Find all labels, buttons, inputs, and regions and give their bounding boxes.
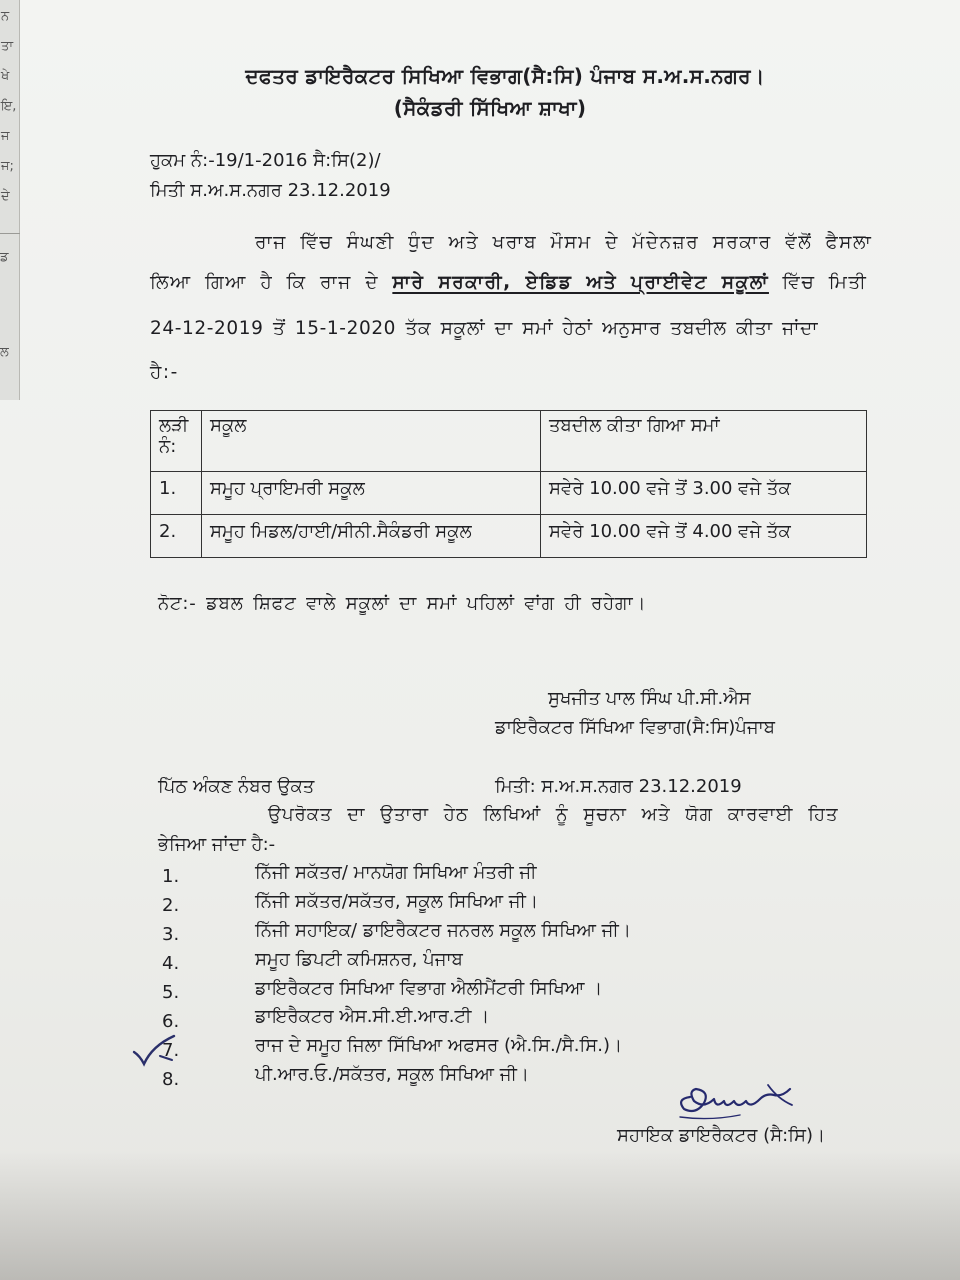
row-school: ਸਮੂਹ ਪ੍ਰਾਇਮਰੀ ਸਕੂਲ xyxy=(202,472,541,515)
header-time: ਤਬਦੀਲ ਕੀਤਾ ਗਿਆ ਸਮਾਂ xyxy=(541,411,867,472)
endorsement-intro: ਉਪਰੋਕਤ ਦਾ ਉਤਾਰਾ ਹੇਠ ਲਿਖਿਆਂ ਨੂੰ ਸੂਚਨਾ ਅਤੇ ਯੋਗ ਕਾਰਵਾਈ ਹਿਤ xyxy=(268,804,839,825)
row-time: ਸਵੇਰੇ 10.00 ਵਜੇ ਤੋਂ 4.00 ਵਜੇ ਤੱਕ xyxy=(541,515,867,558)
body-line-2-end: ਵਿੱਚ ਮਿਤੀ xyxy=(768,272,868,293)
margin-char: ਤਾ xyxy=(1,39,14,54)
margin-char: ਜ xyxy=(1,129,10,144)
endorsement-date: ਮਿਤੀ: ਸ.ਅ.ਸ.ਨਗਰ 23.12.2019 xyxy=(495,776,742,797)
recipient-text: ਰਾਜ ਦੇ ਸਮੂਹ ਜਿਲਾ ਸਿੱਖਿਆ ਅਫਸਰ (ਐ.ਸਿ./ਸੈ.ਸਿ.)। xyxy=(255,1035,623,1056)
recipient-number: 3. xyxy=(162,924,180,945)
header-school: ਸਕੂਲ xyxy=(202,411,541,472)
recipient-number: 7. xyxy=(162,1040,180,1061)
margin-char: ਡ xyxy=(0,250,9,265)
recipient-text: ਸਮੂਹ ਡਿਪਟੀ ਕਮਿਸ਼ਨਰ, ਪੰਜਾਬ xyxy=(255,949,463,970)
margin-rule xyxy=(0,233,20,234)
margin-char: ਦੇ xyxy=(1,189,10,204)
branch-heading: (ਸੈਕੰਡਰੀ ਸਿੱਖਿਆ ਸ਼ਾਖਾ) xyxy=(393,96,587,120)
body-line-2-start: ਲਿਆ ਗਿਆ ਹੈ ਕਿ ਰਾਜ ਦੇ xyxy=(150,272,393,293)
schedule-table xyxy=(150,410,867,558)
recipient-number: 6. xyxy=(162,1011,180,1032)
row-sr: 2. xyxy=(151,515,202,558)
margin-char: ਖੇ xyxy=(1,69,10,84)
assistant-designation: ਸਹਾਇਕ ਡਾਇਰੈਕਟਰ (ਸੈ:ਸਿ)। xyxy=(617,1125,826,1146)
body-line-1: ਰਾਜ ਵਿੱਚ ਸੰਘਣੀ ਧੁੰਦ ਅਤੇ ਖਰਾਬ ਮੌਸਮ ਦੇ ਮੱਦੇਨਜ਼ਰ ਸਰਕਾਰ ਵੱਲੋਂ ਫੈਸਲਾ xyxy=(255,232,873,253)
order-number: ਹੁਕਮ ਨੰ:-19/1-2016 ਸੈ:ਸਿ(2)/ xyxy=(150,150,381,171)
signatory-name: ਸੁਖਜੀਤ ਪਾਲ ਸਿੰਘ ਪੀ.ਸੀ.ਐਸ xyxy=(548,688,751,709)
row-school: ਸਮੂਹ ਮਿਡਲ/ਹਾਈ/ਸੀਨੀ.ਸੈਕੰਡਰੀ ਸਕੂਲ xyxy=(202,515,541,558)
margin-char: ਇ, xyxy=(1,99,17,114)
margin-char: ਲ xyxy=(0,345,9,360)
body-line-3: 24-12-2019 ਤੋਂ 15-1-2020 ਤੱਕ ਸਕੂਲਾਂ ਦਾ ਸਮਾਂ ਹੇਠਾਂ ਅਨੁਸਾਰ ਤਬਦੀਲ ਕੀਤਾ ਜਾਂਦਾ xyxy=(150,318,819,339)
recipient-number: 8. xyxy=(162,1069,180,1090)
order-date: ਮਿਤੀ ਸ.ਅ.ਸ.ਨਗਰ 23.12.2019 xyxy=(150,180,391,201)
margin-char: ਜ; xyxy=(1,159,14,174)
body-line-2 xyxy=(150,272,867,293)
recipient-number: 4. xyxy=(162,953,180,974)
office-heading: ਦਫਤਰ ਡਾਇਰੈਕਟਰ ਸਿਖਿਆ ਵਿਭਾਗ(ਸੈ:ਸਿ) ਪੰਜਾਬ ਸ.ਅ.ਸ.ਨਗਰ। xyxy=(245,64,765,88)
row-time: ਸਵੇਰੇ 10.00 ਵਜੇ ਤੋਂ 3.00 ਵਜੇ ਤੱਕ xyxy=(541,472,867,515)
recipient-text: ਨਿੱਜੀ ਸਹਾਇਕ/ ਡਾਇਰੈਕਟਰ ਜਨਰਲ ਸਕੂਲ ਸਿਖਿਆ ਜੀ। xyxy=(255,920,631,941)
row-sr: 1. xyxy=(151,472,202,515)
recipient-text: ਪੀ.ਆਰ.ਓ./ਸਕੱਤਰ, ਸਕੂਲ ਸਿਖਿਆ ਜੀ। xyxy=(255,1064,530,1085)
page-shadow xyxy=(0,1150,960,1280)
recipient-number: 5. xyxy=(162,982,180,1003)
recipient-text: ਡਾਇਰੈਕਟਰ ਸਿਖਿਆ ਵਿਭਾਗ ਐਲੀਮੈਂਟਰੀ ਸਿਖਿਆ । xyxy=(255,978,603,999)
signature-icon xyxy=(670,1075,810,1125)
recipient-text: ਨਿੱਜੀ ਸਕੱਤਰ/ ਮਾਨਯੋਗ ਸਿਖਿਆ ਮੰਤਰੀ ਜੀ xyxy=(255,862,537,883)
note: ਨੋਟ:- ਡਬਲ ਸ਼ਿਫਟ ਵਾਲੇ ਸਕੂਲਾਂ ਦਾ ਸਮਾਂ ਪਹਿਲਾਂ ਵਾਂਗ ਹੀ ਰਹੇਗਾ। xyxy=(158,593,647,614)
recipient-number: 2. xyxy=(162,895,180,916)
header-sr: ਲੜੀ ਨੰ: xyxy=(151,411,202,472)
endorsement-intro-cont: ਭੇਜਿਆ ਜਾਂਦਾ ਹੈ:- xyxy=(158,834,276,855)
recipient-number: 1. xyxy=(162,866,180,887)
recipient-text: ਡਾਇਰੈਕਟਰ ਐਸ.ਸੀ.ਈ.ਆਰ.ਟੀ । xyxy=(255,1006,490,1027)
body-line-4: ਹੈ:- xyxy=(150,362,179,383)
margin-char: ਨ xyxy=(1,9,10,24)
table-header-row xyxy=(151,411,867,472)
body-highlight: ਸਾਰੇ ਸਰਕਾਰੀ, ਏਡਿਡ ਅਤੇ ਪ੍ਰਾਈਵੇਟ ਸਕੂਲਾਂ xyxy=(392,272,769,293)
table-row xyxy=(151,472,867,515)
signatory-designation: ਡਾਇਰੈਕਟਰ ਸਿੱਖਿਆ ਵਿਭਾਗ(ਸੈ:ਸਿ)ਪੰਜਾਬ xyxy=(495,717,776,738)
endorsement-ref: ਪਿੱਠ ਅੰਕਣ ਨੰਬਰ ਉਕਤ xyxy=(158,776,315,797)
recipient-text: ਨਿੱਜੀ ਸਕੱਤਰ/ਸਕੱਤਰ, ਸਕੂਲ ਸਿਖਿਆ ਜੀ। xyxy=(255,891,539,912)
handwritten-tick-icon xyxy=(130,1030,180,1068)
adjacent-page-margin xyxy=(0,0,20,400)
table-row xyxy=(151,515,867,558)
